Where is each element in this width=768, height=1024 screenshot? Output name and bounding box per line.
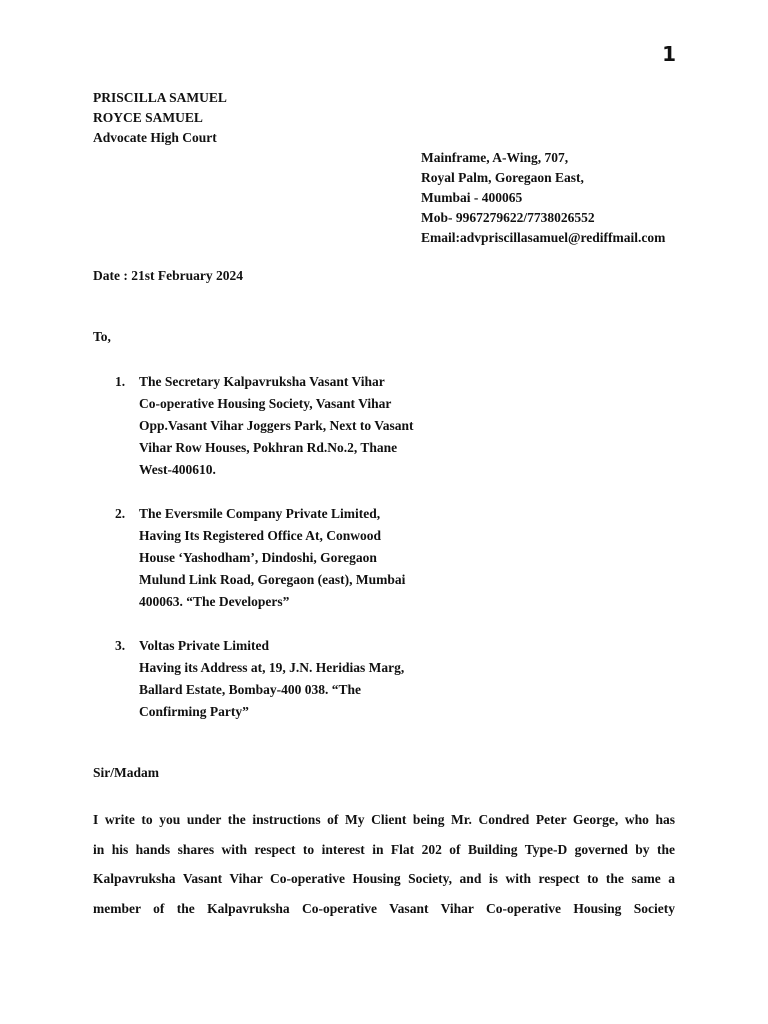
body-line: I write to you under the instructions of My Client being Mr. Condred Peter George, who has: [93, 812, 675, 827]
recipient-line: The Eversmile Company Private Limited,: [139, 506, 381, 521]
sender-title: Advocate High Court: [93, 130, 217, 145]
salutation: Sir/Madam: [93, 765, 159, 780]
address-line: Mainframe, A-Wing, 707,: [421, 150, 569, 165]
letter-date: Date : 21st February 2024: [93, 268, 243, 283]
recipient-line: West-400610.: [139, 462, 216, 477]
recipient-line: Confirming Party”: [139, 704, 249, 719]
address-email: Email:advpriscillasamuel@rediffmail.com: [421, 230, 666, 245]
address-line: Mumbai - 400065: [421, 190, 523, 205]
page-number: 1: [662, 42, 676, 66]
recipient-line: Having Its Registered Office At, Conwood: [139, 528, 381, 543]
recipient-line: Co-operative Housing Society, Vasant Vihar: [139, 396, 392, 411]
recipient-item: [115, 635, 450, 723]
recipient-line: Opp.Vasant Vihar Joggers Park, Next to Vasant: [139, 418, 414, 433]
sender-name-1: PRISCILLA SAMUEL: [93, 90, 227, 105]
recipient-number: 3.: [115, 638, 126, 653]
recipient-item: [115, 503, 450, 613]
body-line: Kalpavruksha Vasant Vihar Co-operative Housing Society, and is with respect to the same a: [93, 871, 675, 886]
address-line: Royal Palm, Goregaon East,: [421, 170, 584, 185]
sender-block: [93, 88, 227, 148]
recipient-list: [115, 371, 450, 745]
recipient-number: 1.: [115, 374, 126, 389]
recipient-item: [115, 371, 450, 481]
recipient-number: 2.: [115, 506, 126, 521]
recipient-line: Vihar Row Houses, Pokhran Rd.No.2, Thane: [139, 440, 398, 455]
recipient-line: Having its Address at, 19, J.N. Heridias Marg,: [139, 660, 405, 675]
address-mobile: Mob- 9967279622/7738026552: [421, 210, 595, 225]
recipient-line: Voltas Private Limited: [139, 638, 269, 653]
recipient-line: Ballard Estate, Bombay-400 038. “The: [139, 682, 362, 697]
letter-body: [93, 805, 675, 923]
recipient-line: The Secretary Kalpavruksha Vasant Vihar: [139, 374, 385, 389]
body-line: member of the Kalpavruksha Co-operative Vasant Vihar Co-operative Housing Society: [93, 900, 675, 916]
to-label: To,: [93, 329, 111, 344]
sender-name-2: ROYCE SAMUEL: [93, 110, 203, 125]
recipient-line: 400063. “The Developers”: [139, 594, 290, 609]
recipient-line: House ‘Yashodham’, Dindoshi, Goregaon: [139, 550, 377, 565]
sender-address-block: [421, 148, 665, 248]
recipient-line: Mulund Link Road, Goregaon (east), Mumbai: [139, 572, 406, 587]
body-line: in his hands shares with respect to interest in Flat 202 of Building Type-D governed by the: [93, 841, 675, 857]
